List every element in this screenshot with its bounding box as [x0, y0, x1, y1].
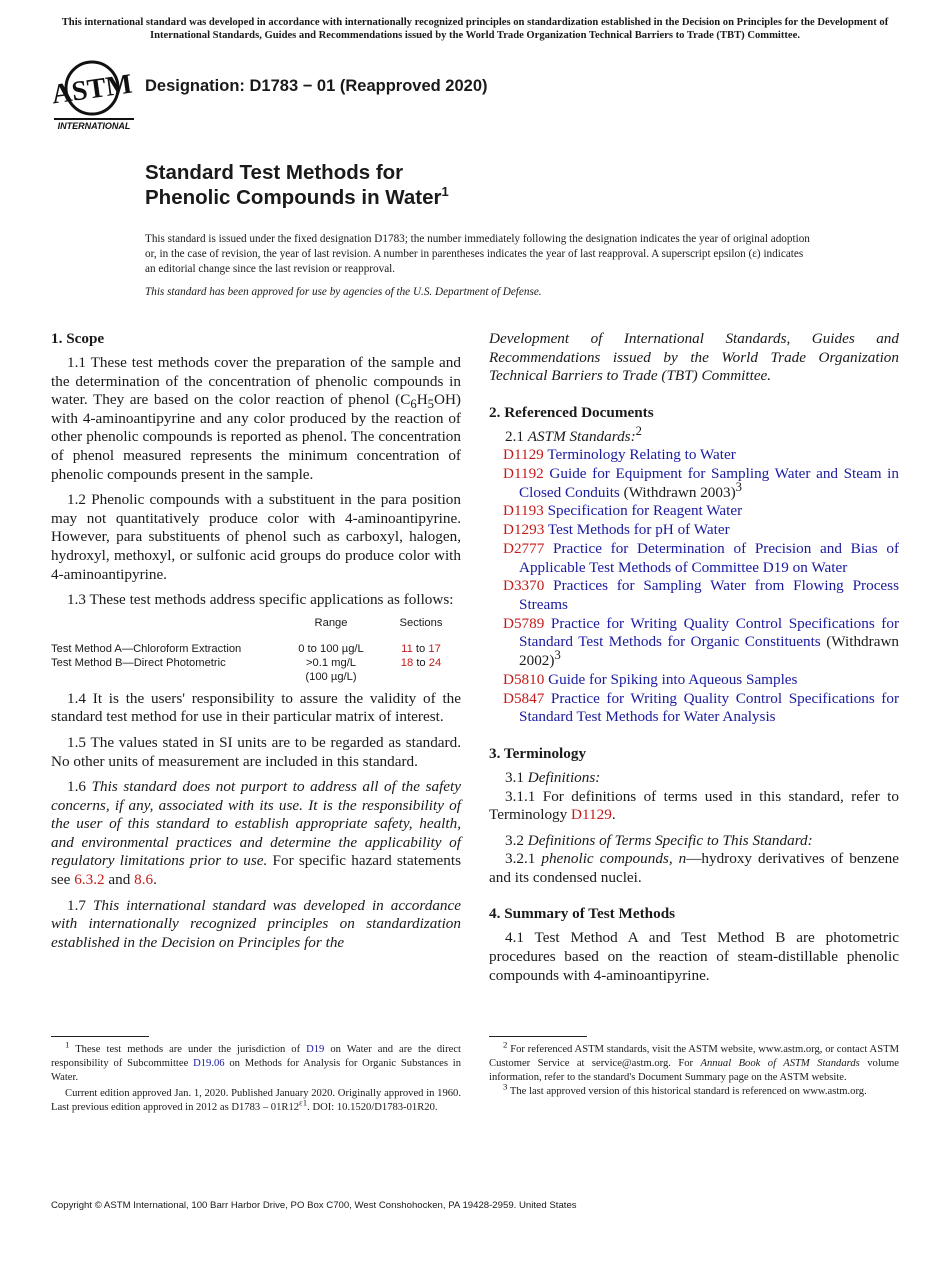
footnote-rule — [51, 1036, 149, 1037]
logo-word: INTERNATIONAL — [57, 121, 131, 131]
title-line-1: Standard Test Methods for — [145, 161, 404, 184]
footnote-3: $^3$ The last approved version of this historical standard is referenced on www.astm.org. — [503, 1081, 867, 1097]
xref-link[interactable]: D1129 — [571, 806, 612, 824]
title-line-2: Phenolic Compounds in Water — [145, 186, 442, 209]
footnote-1: $^1$ These test methods are under the jurisdiction of D19 on Water and are the direct responsibility of Subcommittee D19.06 on Methods for Analysis for Organic Substances in Water. — [51, 1039, 462, 1083]
designation: Designation: D1783 − 01 (Reapproved 2020) — [145, 77, 488, 95]
astm-logo-graphic — [52, 58, 136, 132]
xref-link[interactable]: 8.6 — [134, 871, 154, 889]
ref-title-link[interactable]: Terminology Relating to Water — [547, 446, 736, 464]
para-1-7-continued: Development of International Standards, Guides and Recommendations issued by the World Trade Organization Technical Barriers to Trade (TBT) Committee. — [489, 330, 899, 385]
table-row: Test Method A—Chloroform Extraction 0 to 100 µg/L 11 to 17 — [51, 642, 441, 655]
ref-title-link[interactable]: Test Methods for pH of Water — [547, 521, 730, 539]
reference-item: D5789 Practice for Writing Quality Control Specifications for Standard Test Methods for Organic Constituents (Withdrawn 2002)$^3$ — [503, 614, 900, 670]
left-column — [51, 330, 461, 959]
para-3-1: 3.1 Definitions: — [505, 768, 601, 786]
test-method-table — [51, 616, 461, 684]
table-row: Test Method B—Direct Photometric >0.1 mg/L (100 µg/L) 18 to 24 — [51, 656, 442, 683]
wto-notice: This international standard was developed in accordance with internationally recognized principles on standardization established in the Decision on Principles for the Development of International Standards, Guides and Recommendations issued by the World Trade Organization Technical Barriers to Trade (TBT) Committee. — [61, 17, 889, 41]
ref-code-link[interactable]: D5810 — [503, 670, 545, 688]
subcommittee-link[interactable]: D19.06 — [193, 1058, 225, 1069]
reference-item — [489, 502, 899, 521]
reference-item — [489, 690, 899, 727]
xref-link[interactable]: 6.3.2 — [74, 871, 105, 889]
footnote-rule — [489, 1036, 587, 1037]
ref-title-link[interactable]: Practice for Determination of Precision and Bias of Applicable Test Methods of Committee D19 on Water — [519, 539, 900, 576]
issuance-note: This standard is issued under the fixed designation D1783; the number immediately following the designation indicates the year of original adoption or, in the case of revision, the year of last revision. A number in parentheses indicates the year of last reapproval. A superscript epsilon (ε) indicates an editorial change since the last revision or reapproval. — [145, 233, 810, 276]
footnotes-right — [489, 1039, 900, 1099]
para-3-2-1: 3.2.1 phenolic compounds, n—hydroxy derivatives of benzene and its condensed nuclei. — [489, 850, 899, 886]
ref-code-link[interactable]: D5847 — [503, 689, 545, 707]
para-3-1-1: 3.1.1 For definitions of terms used in this standard, refer to Terminology D1129. — [489, 787, 899, 824]
refdocs-heading: 2. Referenced Documents — [489, 403, 654, 421]
ref-code-link[interactable]: D1193 — [503, 502, 544, 520]
para-1-4: 1.4 It is the users' responsibility to assure the validity of the standard test method for use in their particular matrix of interest. — [51, 689, 461, 726]
ref-title-link[interactable]: Practice for Writing Quality Control Specifications for Standard Test Methods for Water Analysis — [519, 689, 900, 726]
ref-code-link[interactable]: D1192 — [503, 465, 544, 483]
ref-code-link[interactable]: D2777 — [503, 539, 545, 557]
para-3-2: 3.2 Definitions of Terms Specific to This Standard: — [505, 831, 813, 849]
para-1-3: 1.3 These test methods address specific applications as follows: — [67, 591, 454, 609]
section-link[interactable]: 17 — [428, 642, 441, 655]
reference-item — [489, 446, 899, 465]
right-column — [489, 330, 899, 992]
ref-title-link[interactable]: Practices for Sampling Water from Flowing Process Streams — [519, 577, 899, 613]
ref-code-link[interactable]: D1293 — [503, 521, 545, 539]
ref-title-link[interactable]: Specification for Reagent Water — [547, 502, 743, 520]
footnote-2: $^2$ For referenced ASTM standards, visit the ASTM website, www.astm.org, or contact ASTM Customer Service at service@astm.org. For Annual Book of ASTM Standards volume information, refer to the standard's Document Summary page on the ASTM website. — [489, 1039, 900, 1083]
ref-code-link[interactable]: D5789 — [503, 614, 545, 632]
section-link[interactable]: 24 — [428, 656, 442, 669]
ref-title-link[interactable]: Guide for Equipment for Sampling Water and Steam in Closed Conduits — [519, 465, 900, 501]
para-1-5: 1.5 The values stated in SI units are to be regarded as standard. No other units of measurement are included in this standard. — [51, 733, 461, 770]
edition-note: Current edition approved Jan. 1, 2020. Published January 2020. Originally approved in 1960. Last previous edition approved in 2012 as $D1783 - 01R12^{\varepsilon 1}$. DOI: 10.1520/D1783-01R20. — [51, 1088, 461, 1113]
para-1-7: 1.7 This international standard was developed in accordance with internationally recognized principles on standardization established in the Decision on Principles for the — [51, 896, 462, 951]
col-header-sections: Sections — [399, 616, 443, 629]
ref-code-link[interactable]: D3370 — [503, 577, 545, 595]
reference-list — [489, 446, 899, 727]
para-4-1: 4.1 Test Method A and Test Method B are photometric procedures based on the reaction of steam-distillable phenolic compounds with 4-aminoantipyrine. — [489, 929, 899, 984]
reference-item — [489, 577, 899, 614]
committee-link[interactable]: D19 — [306, 1044, 325, 1055]
summary-heading: 4. Summary of Test Methods — [489, 905, 676, 923]
copyright-line: Copyright © ASTM International, 100 Barr Harbor Drive, PO Box C700, West Conshohocken, PA 19428-2959. United States — [51, 1200, 577, 1211]
reference-item: D1192 Guide for Equipment for Sampling Water and Steam in Closed Conduits (Withdrawn 2003)$^3$ — [503, 465, 900, 501]
reference-item — [489, 540, 899, 577]
title-footnote-marker[interactable]: 1 — [441, 184, 449, 200]
logo-letters: ASTM — [52, 68, 135, 111]
reference-item — [489, 671, 899, 690]
ref-title-link[interactable]: Practice for Writing Quality Control Specifications for Standard Test Methods for Organic Constituents — [519, 614, 900, 651]
reference-item — [489, 521, 899, 540]
astm-logo — [52, 58, 136, 132]
col-header-range: Range — [314, 616, 348, 629]
section-link[interactable]: 18 — [400, 656, 414, 669]
ref-code-link[interactable]: D1129 — [503, 446, 544, 464]
terminology-heading: 3. Terminology — [489, 744, 587, 762]
para-1-1: 1.1 These test methods cover the preparation of the sample and the determination of the concentration of phenolic compounds in water. They are based on the color reaction of phenol $(C_6H_5OH)$ with 4-aminoantipyrine and any color produced by the reaction of other phenolic compounds is reported as phenol. The concentration of phenol measured represents the minimum concentration of phenolic compounds present in the sample. — [51, 354, 461, 483]
para-1-2: 1.2 Phenolic compounds with a substituent in the para position may not quantitatively produce color with 4-aminoantipyrine. However, para substituents of phenol such as carboxyl, halogen, hydroxyl, methoxyl, or sulfonic acid groups do produce color with 4-aminoantipyrine. — [51, 491, 461, 583]
scope-heading: 1. Scope — [51, 330, 105, 347]
document-title — [145, 160, 449, 210]
ref-title-link[interactable]: Guide for Spiking into Aqueous Samples — [548, 670, 798, 688]
section-link[interactable]: 11 — [401, 642, 413, 655]
defense-approval-note: This standard has been approved for use by agencies of the U.S. Department of Defense. — [145, 286, 542, 298]
footnotes-left — [51, 1039, 462, 1115]
para-1-6: 1.6 This standard does not purport to address all of the safety concerns, if any, associated with its use. It is the responsibility of the user of this standard to establish appropriate safety, health, and environmental practices and determine the applicability of regulatory limitations prior to use. For specific hazard statements see 6.3.2 and 8.6. — [51, 778, 462, 889]
astm-standards-subheading: 2.1 ASTM Standards:$^2$ — [505, 423, 642, 445]
